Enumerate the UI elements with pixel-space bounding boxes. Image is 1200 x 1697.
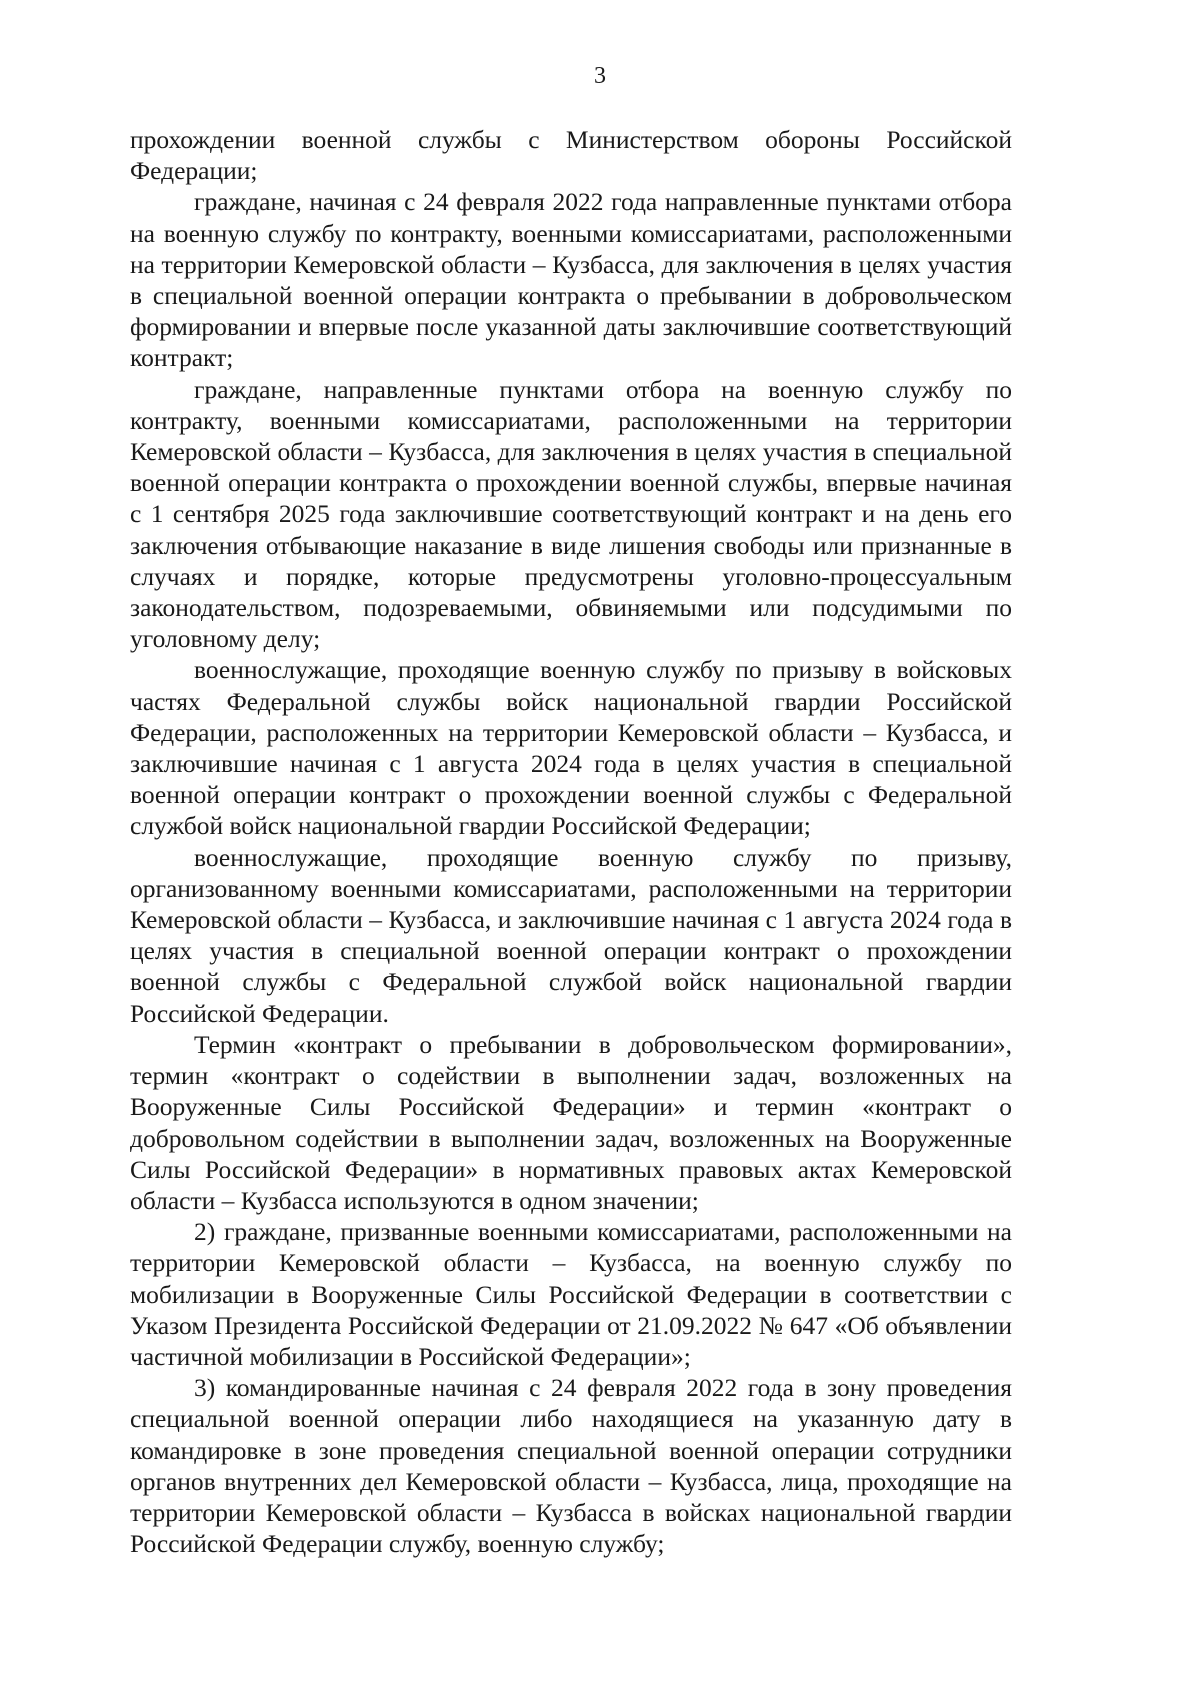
paragraph: военнослужащие, проходящие военную службу по призыву, организованному военными комиссариатами, расположенными на территории Кемеровской области – Кузбасса, и заключившие начиная с 1 августа 2024 года в целях участия в специальной военной операции контракт о прохождении военной службы с Федеральной службой войск национальной гвардии Российской Федерации. (130, 842, 1012, 1028)
paragraph: Термин «контракт о пребывании в добровольческом формировании», термин «контракт о содействии в выполнении задач, возложенных на Вооруженные Силы Российской Федерации» и термин «контракт о добровольном содействии в выполнении задач, возложенных на Вооруженные Силы Российской Федерации» в нормативных правовых актах Кемеровской области – Кузбасса используются в одном значении; (130, 1029, 1012, 1215)
paragraph: военнослужащие, проходящие военную службу по призыву в войсковых частях Федеральной службы войск национальной гвардии Российской Федерации, расположенных на территории Кемеровской области – Кузбасса, и заключившие начиная с 1 августа 2024 года в целях участия в специальной военной операции контракт о прохождении военной службы с Федеральной службой войск национальной гвардии Российской Федерации; (130, 655, 1012, 841)
paragraph: 2) граждане, призванные военными комиссариатами, расположенными на территории Кемеровской области – Кузбасса, на военную службу по мобилизации в Вооруженные Силы Российской Федерации в соответствии с Указом Президента Российской Федерации от 21.09.2022 № 647 «Об объявлении частичной мобилизации в Российской Федерации»; (130, 1217, 1012, 1371)
paragraph: граждане, направленные пунктами отбора на военную службу по контракту, военными комиссариатами, расположенными на территории Кемеровской области – Кузбасса, для заключения в целях участия в специальной военной операции контракта о прохождении военной службы, впервые начиная с 1 сентября 2025 года заключившие соответствующий контракт и на день его заключения отбывающие наказание в виде лишения свободы или признанные в случаях и порядке, которые предусмотрены уголовно-процессуальным законодательством, подозреваемыми, обвиняемыми или подсудимыми по уголовному делу; (130, 374, 1012, 654)
document-body (130, 124, 1012, 1559)
page-number: 3 (594, 63, 606, 89)
paragraph: граждане, начиная с 24 февраля 2022 года направленные пунктами отбора на военную службу по контракту, военными комиссариатами, расположенными на территории Кемеровской области – Кузбасса, для заключения в целях участия в специальной военной операции контракта о пребывании в добровольческом формировании и впервые после указанной даты заключившие соответствующий контракт; (130, 187, 1012, 373)
paragraph: прохождении военной службы с Министерством обороны Российской Федерации; (130, 125, 1012, 186)
paragraph: 3) командированные начиная с 24 февраля 2022 года в зону проведения специальной военной операции либо находящиеся на указанную дату в командировке в зоне проведения специальной военной операции сотрудники органов внутренних дел Кемеровской области – Кузбасса, лица, проходящие на территории Кемеровской области – Кузбасса в войсках национальной гвардии Российской Федерации службу, военную службу; (130, 1373, 1012, 1559)
